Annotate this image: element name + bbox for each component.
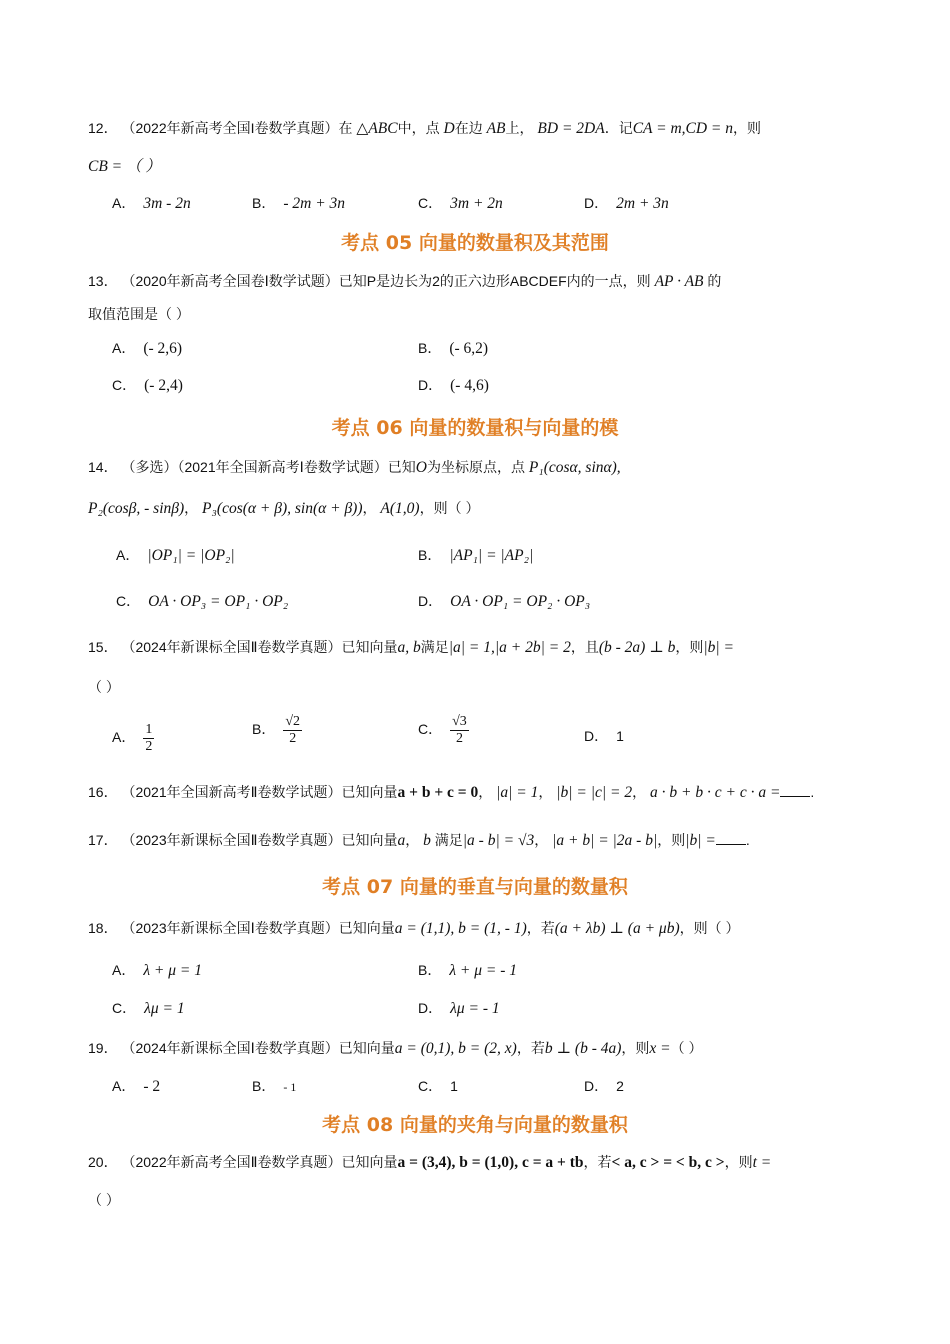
option-d xyxy=(418,375,489,396)
question-14 xyxy=(88,457,870,478)
option-value: λμ = 1 xyxy=(144,1000,185,1017)
q-text: 满足 xyxy=(434,832,463,848)
option-value: - 1 xyxy=(283,1080,297,1094)
option-label: A． xyxy=(112,195,136,211)
question-15 xyxy=(88,637,870,658)
option-c xyxy=(418,1076,458,1096)
q-text: ，且 xyxy=(570,639,599,655)
fraction xyxy=(143,722,154,755)
denominator: 2 xyxy=(289,731,297,746)
q-text: 已知向量 xyxy=(338,1040,395,1056)
q-text: ，若 xyxy=(583,1154,612,1170)
section-heading-07: 考点 07 向量的垂直与向量的数量积 xyxy=(322,876,628,898)
q-math: P₂(cosβ, - sinβ) xyxy=(88,500,185,517)
question-number: 13． xyxy=(88,273,118,289)
option-a xyxy=(112,960,202,981)
q-text: . xyxy=(745,832,750,848)
option-d xyxy=(584,193,669,214)
q-math: a · b + b · c + c · a = xyxy=(650,784,781,801)
q-math: |a| = 1 xyxy=(496,784,539,801)
q-math: |a + b| = |2a - b| xyxy=(552,832,658,849)
option-value: (- 6,2) xyxy=(449,340,489,357)
option-value: 1 xyxy=(450,1078,458,1094)
option-label: B． xyxy=(252,721,276,738)
q-math: |b| = |c| = 2 xyxy=(556,784,633,801)
numerator: 1 xyxy=(145,722,153,737)
option-value: (- 4,6) xyxy=(450,377,489,394)
q-math: |b| = xyxy=(703,639,734,656)
option-a xyxy=(112,722,154,755)
option-value: (- 2,6) xyxy=(143,340,183,357)
question-source: （2020年新高考全国卷Ⅰ数学试题） xyxy=(121,273,339,289)
q-text: 在边 xyxy=(454,120,483,136)
option-c xyxy=(112,375,183,396)
denominator: 2 xyxy=(455,731,463,746)
question-12 xyxy=(88,118,870,139)
q-text: （ ） xyxy=(670,1040,703,1056)
question-source: （2024年新课标全国Ⅱ卷数学真题） xyxy=(121,639,342,655)
q-text: 上， xyxy=(505,120,534,136)
option-d xyxy=(584,726,624,746)
q-text: ，则 xyxy=(657,832,686,848)
option-label: D． xyxy=(418,593,443,609)
option-label: A． xyxy=(112,962,136,978)
question-source: （2023年新课标全国Ⅱ卷数学真题） xyxy=(121,832,342,848)
option-label: C． xyxy=(116,593,141,609)
option-label: D． xyxy=(418,1000,443,1016)
q-math: (a + λb) ⊥ (a + μb) xyxy=(554,920,680,937)
question-19 xyxy=(88,1038,870,1059)
q-text: 已知P是边长为2的正六边形ABCDEF内的一点，则 xyxy=(338,273,651,289)
q-text: 已知向量 xyxy=(341,1154,398,1170)
question-source: （2021年全国新高考Ⅱ卷数学试题） xyxy=(121,784,342,800)
option-a xyxy=(112,1076,160,1097)
q-text: ，则（ ） xyxy=(679,920,740,936)
question-14-line2: P₂(cosβ, - sinβ)， P₃(cos(α + β), sin(α + β))， A(1,0)，则（ ） xyxy=(88,500,480,517)
q-text: 取值范围是（ ） xyxy=(88,306,190,322)
q-text: ，则 xyxy=(621,1040,650,1056)
option-label: D． xyxy=(584,728,609,744)
question-12-line2 xyxy=(88,156,870,177)
q-text: 已知向量 xyxy=(341,832,398,848)
option-d xyxy=(418,998,500,1019)
q-math: b ⊥ (b - 4a) xyxy=(544,1040,622,1057)
q-text: （ ） xyxy=(88,679,120,695)
question-source: （多选）（2021年全国新高考Ⅰ卷数学试题） xyxy=(121,459,388,475)
numerator: √2 xyxy=(285,714,301,729)
option-c xyxy=(418,714,469,747)
option-value: 2m + 3n xyxy=(616,195,669,212)
q-text: . xyxy=(810,784,815,800)
question-source: （2022年新高考全国Ⅱ卷数学真题） xyxy=(121,1154,342,1170)
option-value: λμ = - 1 xyxy=(450,1000,500,1017)
q-math: P₃(cos(α + β), sin(α + β)) xyxy=(202,500,363,517)
option-d xyxy=(584,1076,624,1096)
option-b xyxy=(418,545,533,566)
question-13-line2 xyxy=(88,304,870,324)
q-math: A(1,0) xyxy=(380,500,420,517)
option-label: A． xyxy=(112,340,136,356)
option-value: 3m + 2n xyxy=(450,195,503,212)
option-label: B． xyxy=(252,195,276,211)
question-number: 17． xyxy=(88,832,118,848)
option-label: C． xyxy=(418,721,443,738)
q-math: a = (1,1), b = (1, - 1) xyxy=(394,920,527,937)
q-text: ，若 xyxy=(526,920,555,936)
q-math: BD = 2DA xyxy=(537,120,605,137)
option-label: D． xyxy=(418,377,443,393)
question-number: 15． xyxy=(88,639,118,655)
q-math: a = (0,1), b = (2, x) xyxy=(394,1040,517,1057)
option-label: C． xyxy=(418,195,443,211)
option-c xyxy=(112,998,185,1019)
q-math: P₁(cosα, sinα), xyxy=(528,459,621,476)
option-value: λ + μ = 1 xyxy=(143,962,203,979)
option-label: A． xyxy=(116,547,140,563)
section-heading-06: 考点 06 向量的数量积与向量的模 xyxy=(331,417,619,439)
question-number: 16． xyxy=(88,784,118,800)
question-source: （2024年新课标全国Ⅰ卷数学真题） xyxy=(121,1040,339,1056)
q-math: b xyxy=(423,832,431,849)
option-label: C． xyxy=(112,1000,137,1016)
q-math: a + b + c = 0 xyxy=(397,784,479,801)
option-label: D． xyxy=(584,195,609,211)
option-label: C． xyxy=(418,1078,443,1094)
fraction xyxy=(450,714,469,747)
option-a xyxy=(112,338,182,359)
option-label: D． xyxy=(584,1078,609,1094)
option-value: λ + μ = - 1 xyxy=(449,962,518,979)
option-a xyxy=(112,193,191,214)
option-value: |AP₁| = |AP₂| xyxy=(449,547,534,564)
q-text: ．记 xyxy=(604,120,633,136)
question-16: 16． （2021年全国新高考Ⅱ卷数学试题）已知向量a + b + c = 0， |a| = 1， |b| = |c| = 2， a · b + b · c + c · a = . xyxy=(88,784,815,801)
numerator: √3 xyxy=(452,714,467,729)
q-text: 已知向量 xyxy=(338,920,395,936)
q-text: 已知向量 xyxy=(341,639,398,655)
option-a xyxy=(116,545,235,566)
q-text: ，若 xyxy=(516,1040,545,1056)
option-label: A． xyxy=(112,1078,136,1094)
option-label: B． xyxy=(418,340,442,356)
option-c xyxy=(418,193,503,214)
answer-blank[interactable] xyxy=(716,830,746,845)
q-math: x = xyxy=(649,1040,671,1057)
question-17: 17． （2023年新课标全国Ⅱ卷数学真题）已知向量a， b 满足|a - b| = √3， |a + b| = |2a - b|，则|b| = . xyxy=(88,832,750,849)
question-source: （2022年新高考全国I卷数学真题） xyxy=(121,120,339,136)
question-20 xyxy=(88,1152,870,1173)
q-text: ，则 xyxy=(733,120,762,136)
q-math: a xyxy=(397,832,406,849)
q-text: 为坐标原点，点 xyxy=(426,459,525,475)
q-text: 的 xyxy=(707,273,722,289)
q-math: a, b xyxy=(397,639,421,656)
question-number: 18． xyxy=(88,920,118,936)
section-heading-05: 考点 05 向量的数量积及其范围 xyxy=(341,232,609,254)
question-number: 14． xyxy=(88,459,118,475)
q-math: AB xyxy=(486,120,506,137)
option-value: |OP₁| = |OP₂| xyxy=(147,547,235,564)
q-math: |a| = 1,|a + 2b| = 2 xyxy=(448,639,571,656)
option-value: (- 2,4) xyxy=(144,377,183,394)
option-value: - 2 xyxy=(143,1078,161,1095)
q-text: （ ） xyxy=(88,1192,120,1208)
option-label: C． xyxy=(112,377,137,393)
q-math: △ABC xyxy=(356,120,398,137)
q-text: 中，点 xyxy=(397,120,440,136)
question-15-line2 xyxy=(88,677,870,697)
question-18 xyxy=(88,918,870,939)
fraction xyxy=(283,714,302,747)
q-math: |b| = xyxy=(685,832,716,849)
option-c xyxy=(116,591,288,612)
option-d xyxy=(418,591,590,612)
option-label: B． xyxy=(252,1078,276,1094)
answer-blank[interactable] xyxy=(780,782,810,797)
option-value: OA · OP₁ = OP₂ · OP₃ xyxy=(450,593,591,610)
option-label: B． xyxy=(418,547,442,563)
q-text: 已知向量 xyxy=(341,784,398,800)
q-math: t = xyxy=(752,1154,772,1171)
option-value: 2 xyxy=(616,1078,624,1094)
q-math: a = (3,4), b = (1,0), c = a + tb xyxy=(397,1154,584,1171)
option-value: OA · OP₃ = OP₁ · OP₂ xyxy=(148,593,289,610)
q-text: ，则 xyxy=(724,1154,753,1170)
option-value: 3m - 2n xyxy=(143,195,191,212)
option-label: A． xyxy=(112,729,136,746)
option-b xyxy=(252,714,302,747)
denominator: 2 xyxy=(145,739,153,754)
option-b xyxy=(252,193,345,214)
option-b xyxy=(418,338,488,359)
option-value: - 2m + 3n xyxy=(283,195,346,212)
q-math: |a - b| = √3 xyxy=(462,832,535,849)
option-value: 1 xyxy=(616,728,624,744)
q-math: AP · AB xyxy=(654,273,704,290)
option-b xyxy=(418,960,517,981)
question-number: 19． xyxy=(88,1040,118,1056)
q-text: ，则（ ） xyxy=(419,500,480,516)
question-source: （2023年新课标全国Ⅰ卷数学真题） xyxy=(121,920,339,936)
option-label: B． xyxy=(418,962,442,978)
q-math: (b - 2a) ⊥ b xyxy=(598,639,676,656)
question-13 xyxy=(88,271,870,292)
q-math: CB = （ ） xyxy=(88,158,161,175)
q-text: ，则 xyxy=(675,639,704,655)
q-text: 已知 xyxy=(387,459,416,475)
section-heading-08: 考点 08 向量的夹角与向量的数量积 xyxy=(322,1114,628,1136)
question-20-line2 xyxy=(88,1190,870,1210)
q-math: < a, c > = < b, c > xyxy=(611,1154,725,1171)
q-math: CA = m,CD = n xyxy=(632,120,734,137)
option-b xyxy=(252,1076,296,1097)
question-number: 12． xyxy=(88,120,118,136)
q-math: O xyxy=(415,459,427,476)
question-number: 20． xyxy=(88,1154,118,1170)
q-math: D xyxy=(443,120,455,137)
q-text: 满足 xyxy=(420,639,449,655)
q-text: 在 xyxy=(338,120,353,136)
